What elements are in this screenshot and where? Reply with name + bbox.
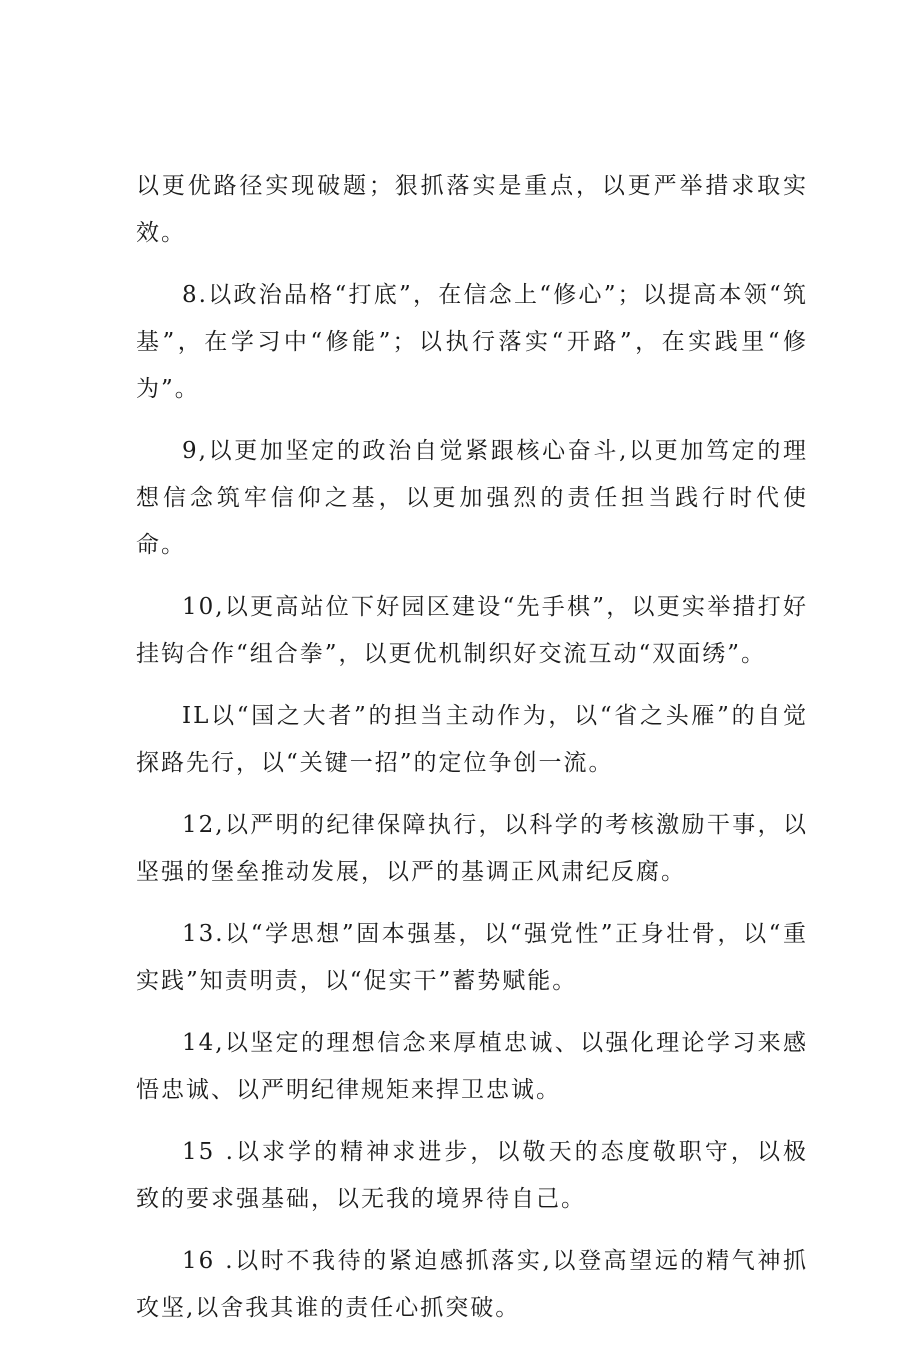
paragraph-item-14: 14,以坚定的理想信念来厚植忠诚、以强化理论学习来感悟忠诚、以严明纪律规矩来捍卫忠诚。 [136, 1030, 808, 1103]
paragraph-item-15: 15 .以求学的精神求进步，以敬天的态度敬职守，以极致的要求强基础，以无我的境界待自己。 [136, 1139, 808, 1212]
paragraph-item-16: 16 .以时不我待的紧迫感抓落实,以登高望远的精气神抓攻坚,以舍我其谁的责任心抓突破。 [136, 1248, 808, 1321]
paragraph-item-8: 8.以政治品格“打底”，在信念上“修心”；以提高本领“筑基”，在学习中“修能”；以执行落实“开路”，在实践里“修为”。 [136, 282, 808, 402]
paragraph-continuation: 以更优路径实现破题；狠抓落实是重点，以更严举措求取实效。 [136, 173, 808, 246]
paragraph-item-12: 12,以严明的纪律保障执行，以科学的考核激励干事，以坚强的堡垒推动发展，以严的基调正风肃纪反腐。 [136, 812, 808, 885]
paragraph-item-13: 13.以“学思想”固本强基，以“强党性”正身壮骨，以“重实践”知责明责，以“促实干”蓄势赋能。 [136, 921, 808, 994]
paragraph-item-9: 9,以更加坚定的政治自觉紧跟核心奋斗,以更加笃定的理想信念筑牢信仰之基，以更加强烈的责任担当践行时代使命。 [136, 438, 808, 558]
paragraph-item-11: IL以“国之大者”的担当主动作为，以“省之头雁”的自觉探路先行，以“关键一招”的定位争创一流。 [136, 703, 808, 776]
paragraph-item-10: 10,以更高站位下好园区建设“先手棋”，以更实举措打好挂钩合作“组合拳”，以更优机制织好交流互动“双面绣”。 [136, 594, 808, 667]
document-body [136, 163, 808, 1347]
